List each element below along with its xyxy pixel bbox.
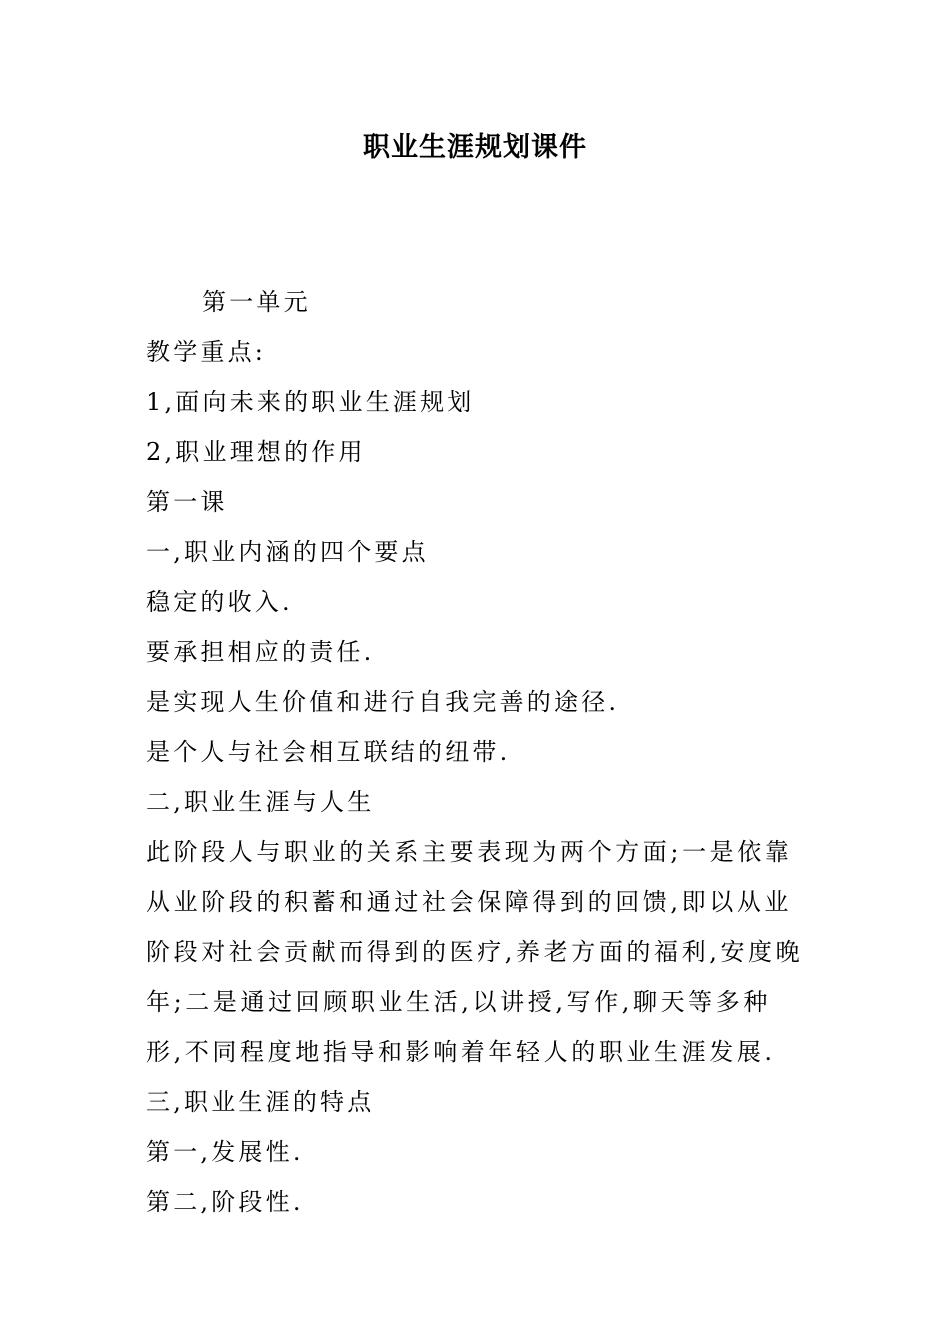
unit-heading: 第一单元 (202, 288, 311, 316)
section-heading: 二,职业生涯与人生 (146, 788, 375, 816)
document-body (146, 277, 808, 1227)
section-item: 第一,发展性. (146, 1138, 304, 1166)
section-heading: 三,职业生涯的特点 (146, 1088, 375, 1116)
section-item: 是个人与社会相互联结的纽带. (146, 738, 511, 766)
section-item: 第二,阶段性. (146, 1188, 304, 1216)
section-paragraph: 此阶段人与职业的关系主要表现为两个方面;一是依靠从业阶段的积蓄和通过社会保障得到的回馈,即以从业阶段对社会贡献而得到的医疗,养老方面的福利,安度晚年;二是通过回顾职业生活,以讲授,写作,聊天等多种形,不同程度地指导和影响着年轻人的职业生涯发展. (146, 838, 804, 1066)
lesson-heading: 第一课 (146, 488, 228, 516)
section-item: 要承担相应的责任. (146, 638, 375, 666)
section-item: 是实现人生价值和进行自我完善的途径. (146, 688, 620, 716)
key-point-item: 2,职业理想的作用 (146, 438, 366, 466)
section-item: 稳定的收入. (146, 588, 293, 616)
key-points-heading: 教学重点: (146, 338, 267, 366)
section-heading: 一,职业内涵的四个要点 (146, 538, 429, 566)
key-point-item: 1,面向未来的职业生涯规划 (146, 388, 475, 416)
document-title: 职业生涯规划课件 (363, 132, 587, 163)
